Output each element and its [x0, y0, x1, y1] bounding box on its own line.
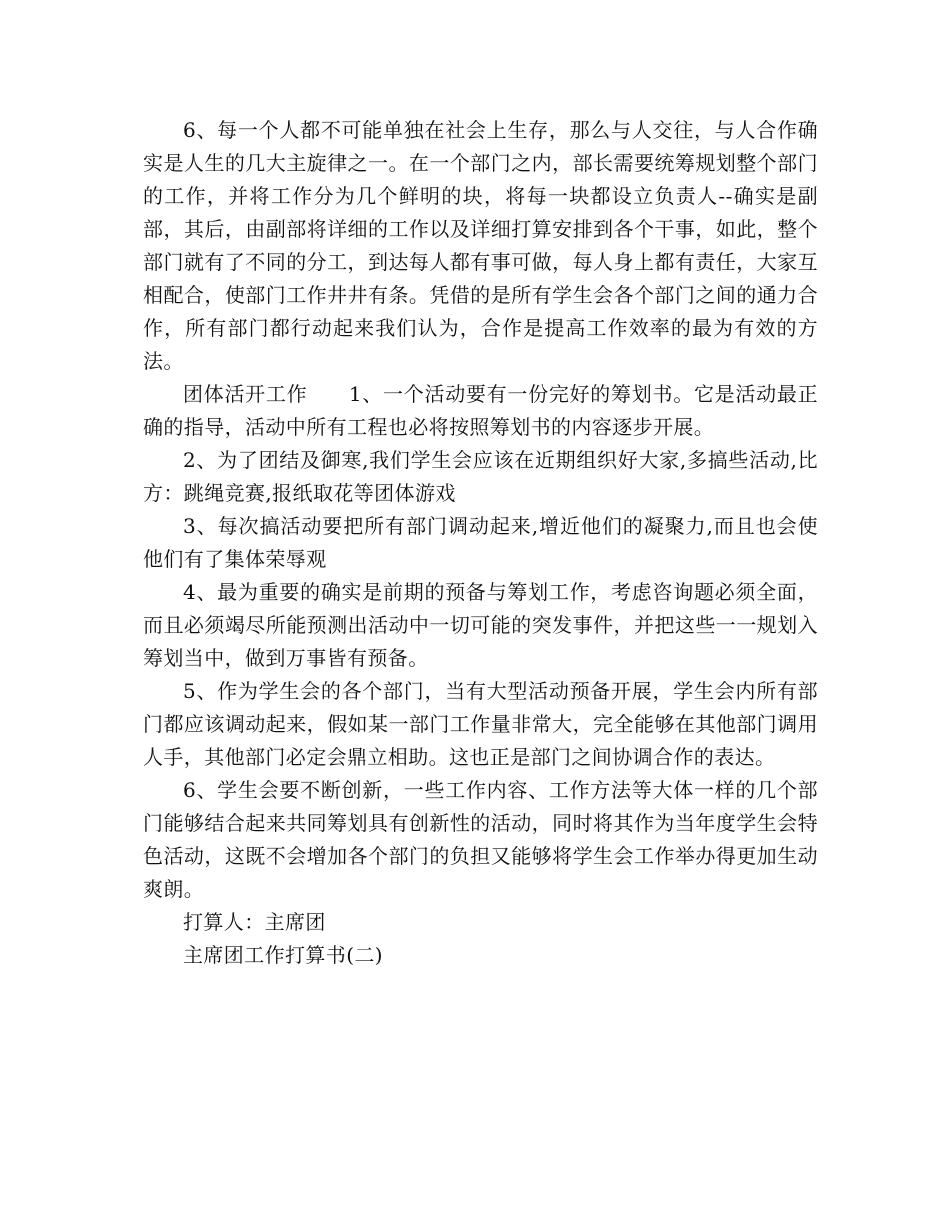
paragraph-group-activity: 团体活开工作 1、一个活动要有一份完好的筹划书。它是活动最正确的指导，活动中所有工程也必将按照筹划书的内容逐步开展。: [143, 382, 818, 439]
author-line: 打算人：主席团: [183, 910, 326, 934]
document-body: [143, 114, 818, 972]
paragraph-item-2: 2、为了团结及御寒,我们学生会应该在近期组织好大家,多搞些活动,比方：跳绳竞赛,报纸取花等团体游戏: [143, 448, 818, 505]
paragraph-item-5: 5、作为学生会的各个部门，当有大型活动预备开展，学生会内所有部门都应该调动起来，假如某一部门工作量非常大，完全能够在其他部门调用人手，其他部门必定会鼎立相助。这也正是部门之间协调合作的表达。: [143, 679, 818, 769]
paragraph-item-4: 4、最为重要的确实是前期的预备与筹划工作，考虑咨询题必须全面，而且必须竭尽所能预测出活动中一切可能的突发事件，并把这些一一规划入筹划当中，做到万事皆有预备。: [143, 580, 818, 670]
paragraph-item-6: 6、学生会要不断创新，一些工作内容、工作方法等大体一样的几个部门能够结合起来共同筹划具有创新性的活动，同时将其作为当年度学生会特色活动，这既不会增加各个部门的负担又能够将学生会工作举办得更加生动爽朗。: [143, 778, 818, 901]
paragraph-item-3: 3、每次搞活动要把所有部门调动起来,增近他们的凝聚力,而且也会使他们有了集体荣辱观: [143, 514, 818, 571]
next-section-title: 主席团工作打算书(二): [183, 943, 384, 967]
paragraph-teamwork: 6、每一个人都不可能单独在社会上生存，那么与人交往，与人合作确实是人生的几大主旋律之一。在一个部门之内，部长需要统筹规划整个部门的工作，并将工作分为几个鲜明的块，将每一块都设立负责人--确实是副部，其后，由副部将详细的工作以及详细打算安排到各个干事，如此，整个部门就有了不同的分工，到达每人都有事可做，每人身上都有责任，大家互相配合，使部门工作井井有条。凭借的是所有学生会各个部门之间的通力合作，所有部门都行动起来我们认为，合作是提高工作效率的最为有效的方法。: [143, 118, 818, 373]
